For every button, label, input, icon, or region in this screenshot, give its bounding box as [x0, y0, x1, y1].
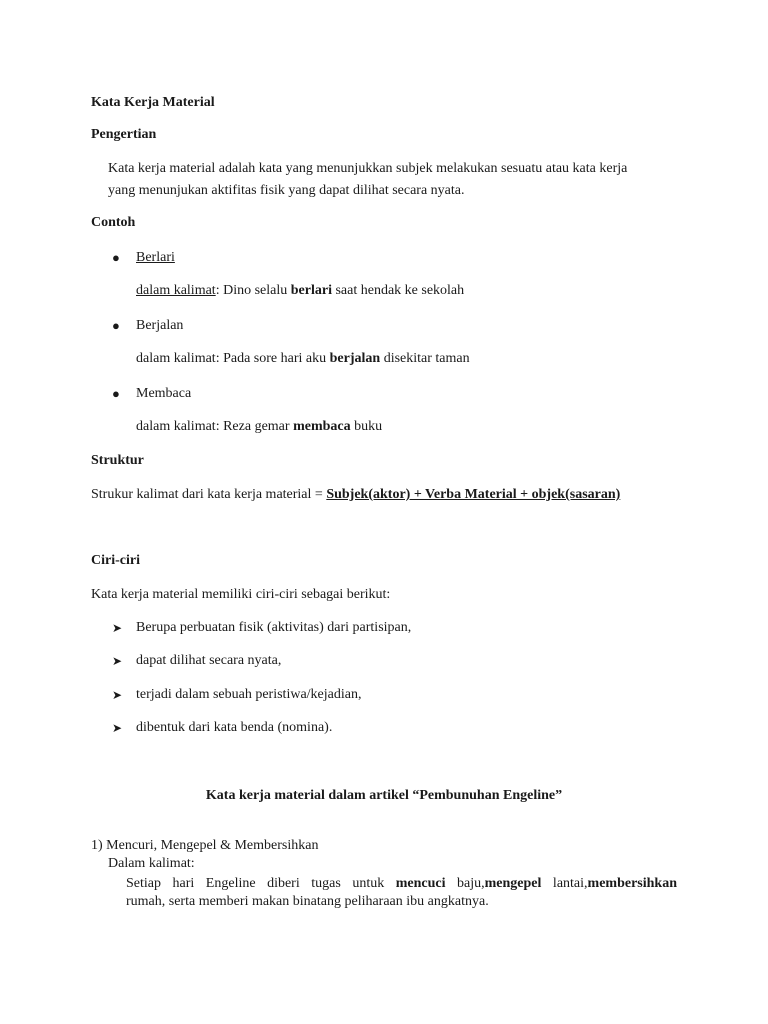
- artikel-heading: Kata kerja material dalam artikel “Pembunuhan Engeline”: [205, 788, 563, 803]
- contoh-text-post: buku: [350, 419, 383, 434]
- ciri-item-2: dapat dilihat secara nyata,: [136, 653, 282, 668]
- contoh-sentence-1: [136, 282, 464, 300]
- artikel-item-title: 1) Mencuri, Mengepel & Membersihkan: [91, 838, 319, 853]
- contoh-word-berlari: Berlari: [136, 250, 175, 265]
- contoh-sentence-3: [136, 418, 382, 436]
- ciri-heading: Ciri-ciri: [91, 553, 140, 568]
- artikel-bold-membersihkan: membersihkan: [587, 876, 677, 891]
- contoh-text-post: saat hendak ke sekolah: [331, 283, 465, 298]
- contoh-bold-word: berlari: [290, 283, 332, 298]
- bullet-icon: ●: [112, 386, 120, 401]
- contoh-colon: :: [215, 283, 224, 298]
- arrow-bullet-icon: ➤: [112, 654, 123, 668]
- contoh-bold-word: berjalan: [329, 351, 381, 366]
- contoh-heading: Contoh: [91, 215, 136, 230]
- contoh-label: dalam kalimat: [136, 283, 216, 298]
- artikel-item-label: Dalam kalimat:: [108, 856, 195, 871]
- ciri-item-1: Berupa perbuatan fisik (aktivitas) dari partisipan,: [136, 620, 412, 635]
- contoh-text-pre: Pada sore hari aku: [223, 351, 330, 366]
- contoh-bold-word: membaca: [293, 419, 351, 434]
- artikel-text-1: Setiap hari Engeline diberi tugas untuk: [126, 876, 396, 891]
- struktur-line: [91, 486, 620, 504]
- contoh-text-pre: Dino selalu: [223, 283, 291, 298]
- artikel-text-2: baju,: [445, 876, 485, 891]
- bullet-icon: ●: [112, 250, 120, 265]
- artikel-item-sentence: [126, 874, 677, 893]
- pengertian-heading: Pengertian: [91, 127, 157, 142]
- ciri-intro: Kata kerja material memiliki ciri-ciri sebagai berikut:: [91, 587, 391, 602]
- contoh-text-pre: Reza gemar: [223, 419, 294, 434]
- contoh-word-membaca: Membaca: [136, 386, 192, 401]
- arrow-bullet-icon: ➤: [112, 721, 123, 735]
- contoh-sentence-2: [136, 350, 470, 368]
- arrow-bullet-icon: ➤: [112, 621, 123, 635]
- contoh-label: dalam kalimat: [136, 419, 216, 434]
- contoh-text-post: disekitar taman: [380, 351, 470, 366]
- contoh-colon: :: [215, 351, 224, 366]
- document-title: Kata Kerja Material: [91, 95, 215, 110]
- bullet-icon: ●: [112, 318, 120, 333]
- struktur-text: Strukur kalimat dari kata kerja material =: [91, 487, 327, 502]
- contoh-label: dalam kalimat: [136, 351, 216, 366]
- struktur-formula: Subjek(aktor) + Verba Material + objek(sasaran): [326, 487, 621, 502]
- artikel-text-3: lantai,: [541, 876, 588, 891]
- pengertian-line-1: Kata kerja material adalah kata yang menunjukkan subjek melakukan sesuatu atau kata kerja: [108, 161, 628, 176]
- ciri-item-4: dibentuk dari kata benda (nomina).: [136, 720, 333, 735]
- artikel-item-sentence-cont: rumah, serta memberi makan binatang peliharaan ibu angkatnya.: [126, 894, 489, 909]
- contoh-colon: :: [215, 419, 224, 434]
- ciri-item-3: terjadi dalam sebuah peristiwa/kejadian,: [136, 687, 362, 702]
- arrow-bullet-icon: ➤: [112, 688, 123, 702]
- struktur-heading: Struktur: [91, 453, 144, 468]
- pengertian-line-2: yang menunjukan aktifitas fisik yang dapat dilihat secara nyata.: [108, 183, 465, 198]
- artikel-bold-mengepel: mengepel: [484, 876, 542, 891]
- contoh-word-berjalan: Berjalan: [136, 318, 184, 333]
- artikel-bold-mencuci: mencuci: [395, 876, 446, 891]
